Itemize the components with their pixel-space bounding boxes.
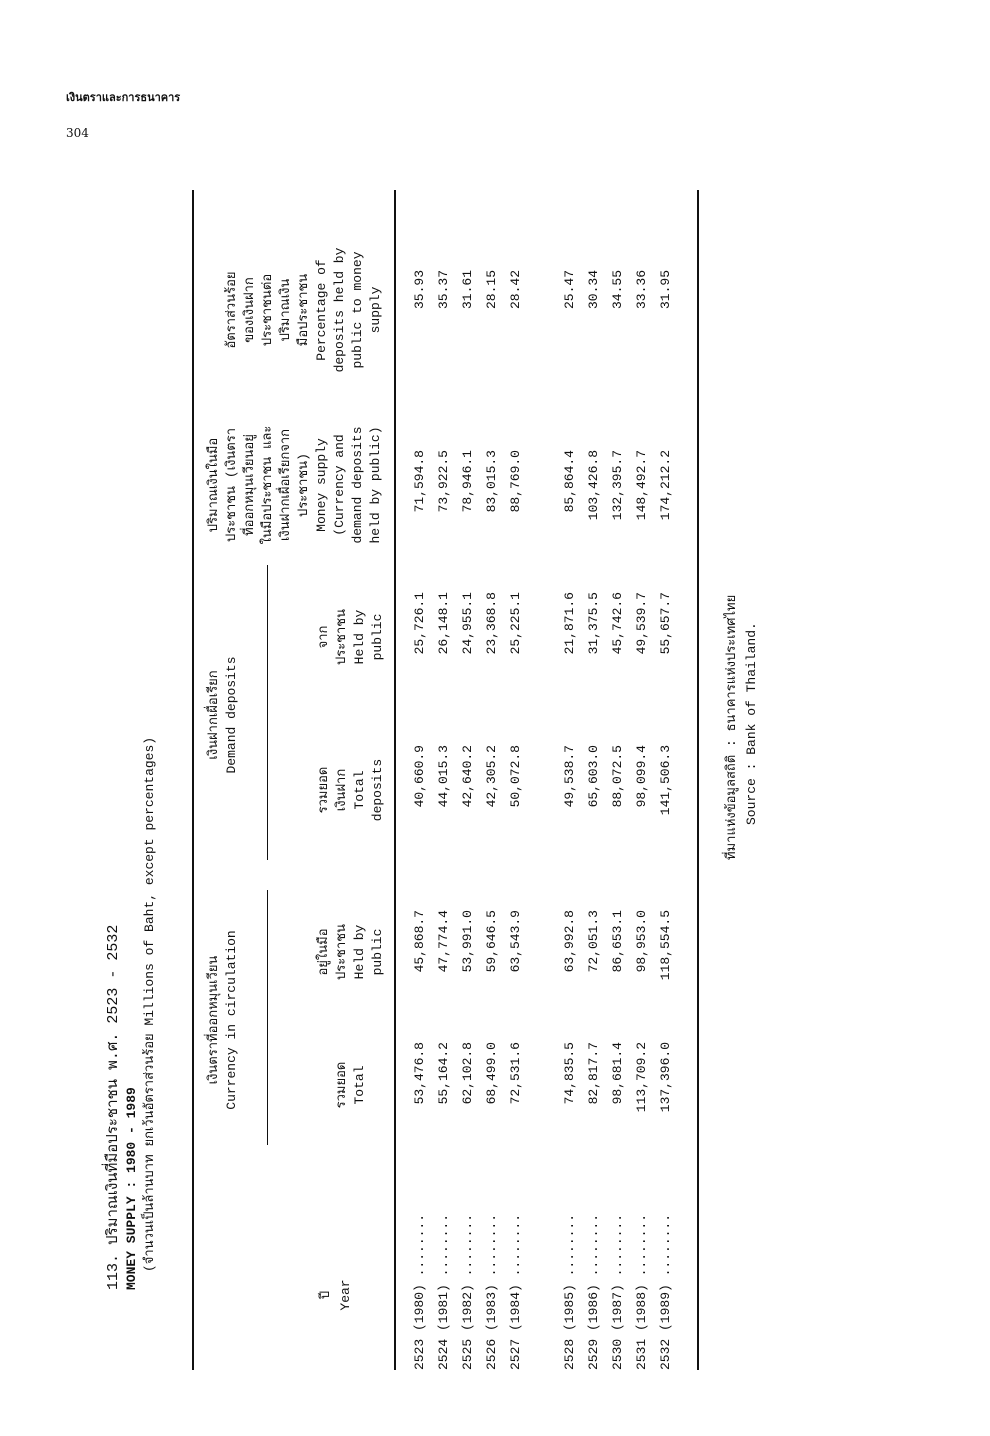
money-supply-header-th-3: ที่ออกหมุนเวียนอยู่: [242, 434, 257, 536]
cur-total-cell: 113,709.2: [634, 1042, 649, 1113]
money-supply-header-en-4: held by public): [368, 426, 383, 544]
currency-group-rule: [267, 890, 268, 1145]
dep-total-cell: 141,506.3: [658, 745, 673, 816]
pct-cell: 28.42: [508, 270, 523, 310]
pct-cell: 31.95: [658, 270, 673, 310]
table-top-rule: [192, 190, 194, 1370]
pct-header-en-3: public to money: [350, 251, 365, 369]
dep-public-cell: 45,742.6: [610, 592, 625, 655]
money-supply-cell: 78,946.1: [460, 450, 475, 513]
year-cell: 2527 (1984) ........: [508, 1213, 523, 1370]
dep-public-cell: 21,871.6: [562, 592, 577, 655]
money-supply-cell: 132,395.7: [610, 450, 625, 521]
page-header-title: เงินตราและการธนาคาร: [66, 91, 181, 104]
pct-cell: 33.36: [634, 270, 649, 310]
dep-public-header-en-1: Held by: [352, 609, 367, 665]
cur-total-cell: 82,817.7: [586, 1042, 601, 1105]
cur-public-cell: 53,991.0: [460, 910, 475, 973]
year-cell: 2524 (1981) ........: [436, 1213, 451, 1370]
currency-group-header-en: Currency in circulation: [224, 930, 239, 1110]
table-unit-note: (จำนวนเป็นล้านบาท ยกเว้นอัตราส่วนร้อย Millions of Baht, except percentages): [142, 736, 157, 1272]
dep-public-cell: 49,539.7: [634, 592, 649, 655]
money-supply-header-th-6: ประชาชน): [296, 453, 311, 517]
year-header-th: ปี: [318, 1290, 333, 1300]
page-number: 304: [66, 126, 89, 140]
dep-public-cell: 31,375.5: [586, 592, 601, 655]
dep-public-cell: 24,955.1: [460, 592, 475, 655]
dep-public-header-th-1: จาก: [316, 625, 331, 649]
source-note-thai: ที่มาแห่งข้อมูลสถิติ : ธนาคารแห่งประเทศไทย: [724, 594, 739, 860]
cur-public-cell: 118,554.5: [658, 910, 673, 981]
money-supply-header-en-3: demand deposits: [350, 426, 365, 544]
cur-public-header-en-1: Held by: [352, 924, 367, 980]
dep-total-cell: 44,015.3: [436, 745, 451, 808]
money-supply-cell: 148,492.7: [634, 450, 649, 521]
pct-cell: 25.47: [562, 270, 577, 310]
dep-public-cell: 26,148.1: [436, 592, 451, 655]
dep-total-header-en-2: deposits: [370, 758, 385, 822]
pct-header-en-1: Percentage of: [314, 259, 329, 361]
year-cell: 2526 (1983) ........: [484, 1213, 499, 1370]
cur-public-cell: 72,051.3: [586, 910, 601, 973]
dep-total-header-th-2: เงินฝาก: [334, 768, 349, 812]
dep-total-header-th-1: รวมยอด: [316, 766, 331, 814]
cur-total-cell: 53,476.8: [412, 1042, 427, 1105]
year-cell: 2530 (1987) ........: [610, 1213, 625, 1370]
table-title-thai: 113. ปริมาณเงินที่มือประชาชน พ.ศ. 2523 - 2532: [105, 924, 122, 1290]
table-bottom-rule: [697, 190, 699, 1370]
dep-total-cell: 65,603.0: [586, 745, 601, 808]
dep-public-cell: 25,726.1: [412, 592, 427, 655]
year-cell: 2531 (1988) ........: [634, 1213, 649, 1370]
dep-public-header-th-2: ประชาชน: [334, 608, 349, 666]
dep-public-header-en-2: public: [370, 613, 385, 661]
money-supply-cell: 73,922.5: [436, 450, 451, 513]
dep-total-header-en-1: Total: [352, 770, 367, 810]
pct-header-th-2: ของเงินฝาก: [242, 277, 257, 343]
cur-public-cell: 45,868.7: [412, 910, 427, 973]
year-cell: 2528 (1985) ........: [562, 1213, 577, 1370]
header-body-rule: [394, 190, 396, 1370]
demand-group-header-en: Demand deposits: [224, 656, 239, 774]
cur-total-cell: 72,531.6: [508, 1042, 523, 1105]
cur-total-header-en: Total: [352, 1065, 367, 1105]
source-note-english: Source : Bank of Thailand.: [744, 622, 759, 825]
pct-header-en-4: supply: [368, 286, 383, 334]
pct-cell: 35.93: [412, 270, 427, 310]
dep-total-cell: 88,072.5: [610, 745, 625, 808]
table-title-english: MONEY SUPPLY : 1980 - 1989: [124, 1087, 139, 1290]
pct-cell: 34.55: [610, 270, 625, 310]
year-cell: 2523 (1980) ........: [412, 1213, 427, 1370]
pct-cell: 31.61: [460, 270, 475, 310]
dep-total-cell: 42,640.2: [460, 745, 475, 808]
money-supply-cell: 103,426.8: [586, 450, 601, 521]
demand-group-rule: [267, 565, 268, 860]
dep-public-cell: 25,225.1: [508, 592, 523, 655]
money-supply-header-th-2: ประชาชน (เงินตรา: [224, 427, 239, 543]
dep-total-cell: 42,305.2: [484, 745, 499, 808]
cur-public-cell: 63,992.8: [562, 910, 577, 973]
cur-public-cell: 98,953.0: [634, 910, 649, 973]
money-supply-cell: 88,769.0: [508, 450, 523, 513]
money-supply-table: [105, 190, 925, 1370]
cur-total-cell: 74,835.5: [562, 1042, 577, 1105]
cur-public-cell: 59,646.5: [484, 910, 499, 973]
money-supply-header-th-5: เงินฝากเผื่อเรียกจาก: [278, 428, 293, 542]
demand-group-header-th: เงินฝากเผื่อเรียก: [206, 670, 221, 760]
money-supply-cell: 85,864.4: [562, 450, 577, 513]
cur-public-header-th-2: ประชาชน: [334, 923, 349, 981]
cur-public-header-en-2: public: [370, 928, 385, 976]
dep-public-cell: 55,657.7: [658, 592, 673, 655]
money-supply-cell: 83,015.3: [484, 450, 499, 513]
money-supply-header-th-4: ในมือประชาชน และ: [260, 425, 275, 545]
cur-public-cell: 47,774.4: [436, 910, 451, 973]
dep-total-cell: 98,099.4: [634, 745, 649, 808]
year-header-en: Year: [338, 1279, 353, 1311]
pct-header-en-2: deposits held by: [332, 247, 347, 373]
money-supply-header-th-1: ปริมาณเงินในมือ: [206, 437, 221, 533]
pct-cell: 35.37: [436, 270, 451, 310]
dep-public-cell: 23,368.8: [484, 592, 499, 655]
cur-total-cell: 137,396.0: [658, 1042, 673, 1113]
pct-cell: 30.34: [586, 270, 601, 310]
pct-header-th-1: อัตราส่วนร้อย: [224, 271, 239, 349]
pct-header-th-4: ปริมาณเงิน: [278, 278, 293, 342]
cur-total-header-th: รวมยอด: [334, 1061, 349, 1109]
year-cell: 2525 (1982) ........: [460, 1213, 475, 1370]
pct-cell: 28.15: [484, 270, 499, 310]
cur-public-header-th-1: อยู่ในมือ: [316, 928, 331, 976]
cur-total-cell: 98,681.4: [610, 1042, 625, 1105]
currency-group-header-th: เงินตราที่ออกหมุนเวียน: [206, 955, 221, 1085]
cur-public-cell: 63,543.9: [508, 910, 523, 973]
money-supply-cell: 174,212.2: [658, 450, 673, 521]
cur-total-cell: 55,164.2: [436, 1042, 451, 1105]
pct-header-th-5: มือประชาชน: [296, 273, 311, 347]
year-cell: 2532 (1989) ........: [658, 1213, 673, 1370]
year-cell: 2529 (1986) ........: [586, 1213, 601, 1370]
dep-total-cell: 40,660.9: [412, 745, 427, 808]
cur-total-cell: 68,499.0: [484, 1042, 499, 1105]
cur-public-cell: 86,653.1: [610, 910, 625, 973]
dep-total-cell: 49,538.7: [562, 745, 577, 808]
dep-total-cell: 50,072.8: [508, 745, 523, 808]
money-supply-cell: 71,594.8: [412, 450, 427, 513]
money-supply-header-en-2: (Currency and: [332, 434, 347, 536]
pct-header-th-3: ประชาชนต่อ: [260, 273, 275, 347]
cur-total-cell: 62,102.8: [460, 1042, 475, 1105]
money-supply-header-en-1: Money supply: [314, 438, 329, 532]
